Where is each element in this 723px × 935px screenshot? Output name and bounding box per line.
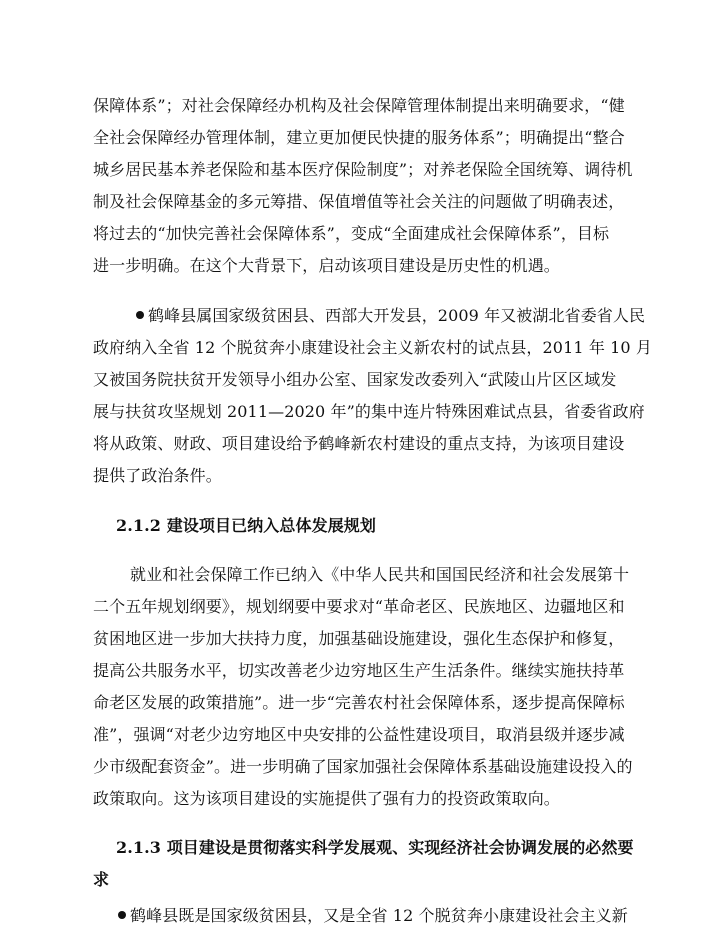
paragraph-line: 准”，强调“对老少边穷地区中央安排的公益性建设项目，取消县级并逐步减: [93, 725, 625, 744]
section-heading: 2.1.2 建设项目已纳入总体发展规划: [116, 516, 377, 535]
paragraph-text: 鹤峰县既是国家级贫困县，又是全省 12 个脱贫奔小康建设社会主义新: [130, 906, 628, 925]
paragraph-line: 贫困地区进一步加大扶持力度，加强基础设施建设，强化生态保护和修复，: [93, 629, 625, 648]
section-heading: 2.1.3 项目建设是贯彻落实科学发展观、实现经济社会协调发展的必然要: [116, 838, 634, 857]
paragraph-line: 将从政策、财政、项目建设给予鹤峰新农村建设的重点支持，为该项目建设: [93, 434, 625, 453]
bullet-paragraph-line: [118, 906, 628, 926]
paragraph-line: 提高公共服务水平，切实改善老少边穷地区生产生活条件。继续实施扶持革: [93, 661, 625, 680]
paragraph-line: 命老区发展的政策措施”。进一步“完善农村社会保障体系，逐步提高保障标: [93, 693, 625, 712]
paragraph-line: 政策取向。这为该项目建设的实施提供了强有力的投资政策取向。: [93, 789, 560, 808]
paragraph-line: 将过去的“加快完善社会保障体系”，变成“全面建成社会保障体系”，目标: [93, 224, 610, 243]
paragraph-line: 又被国务院扶贫开发领导小组办公室、国家发改委列入“武陵山片区区域发: [93, 370, 617, 389]
section-heading-continuation: 求: [93, 870, 110, 889]
paragraph-line: 二个五年规划纲要》，规划纲要中要求对“革命老区、民族地区、边疆地区和: [93, 597, 625, 616]
paragraph-line: 保障体系”；对社会保障经办机构及社会保障管理体制提出来明确要求，“健: [93, 96, 625, 115]
paragraph-line: 就业和社会保障工作已纳入《中华人民共和国国民经济和社会发展第十: [130, 565, 630, 584]
paragraph-line: 展与扶贫攻坚规划 2011—2020 年”的集中连片特殊困难试点县，省委省政府: [93, 402, 645, 421]
paragraph-text: 鹤峰县属国家级贫困县、西部大开发县，2009 年又被湖北省委省人民: [148, 306, 646, 325]
paragraph-line: 城乡居民基本养老保险和基本医疗保险制度”；对养老保险全国统筹、调待机: [93, 160, 633, 179]
paragraph-line: 政府纳入全省 12 个脱贫奔小康建设社会主义新农村的试点县，2011 年 10 月: [93, 338, 652, 357]
paragraph-line: 全社会保障经办管理体制，建立更加便民快捷的服务体系”；明确提出“整合: [93, 128, 625, 147]
bullet-icon: [136, 311, 144, 319]
paragraph-line: 提供了政治条件。: [93, 466, 222, 485]
bullet-icon: [118, 911, 126, 919]
paragraph-line: 制及社会保障基金的多元筹措、保值增值等社会关注的问题做了明确表述，: [93, 192, 625, 211]
bullet-paragraph-line: [136, 306, 645, 326]
paragraph-line: 少市级配套资金”。进一步明确了国家加强社会保障体系基础设施建设投入的: [93, 757, 633, 776]
paragraph-line: 进一步明确。在这个大背景下，启动该项目建设是历史性的机遇。: [93, 256, 560, 275]
